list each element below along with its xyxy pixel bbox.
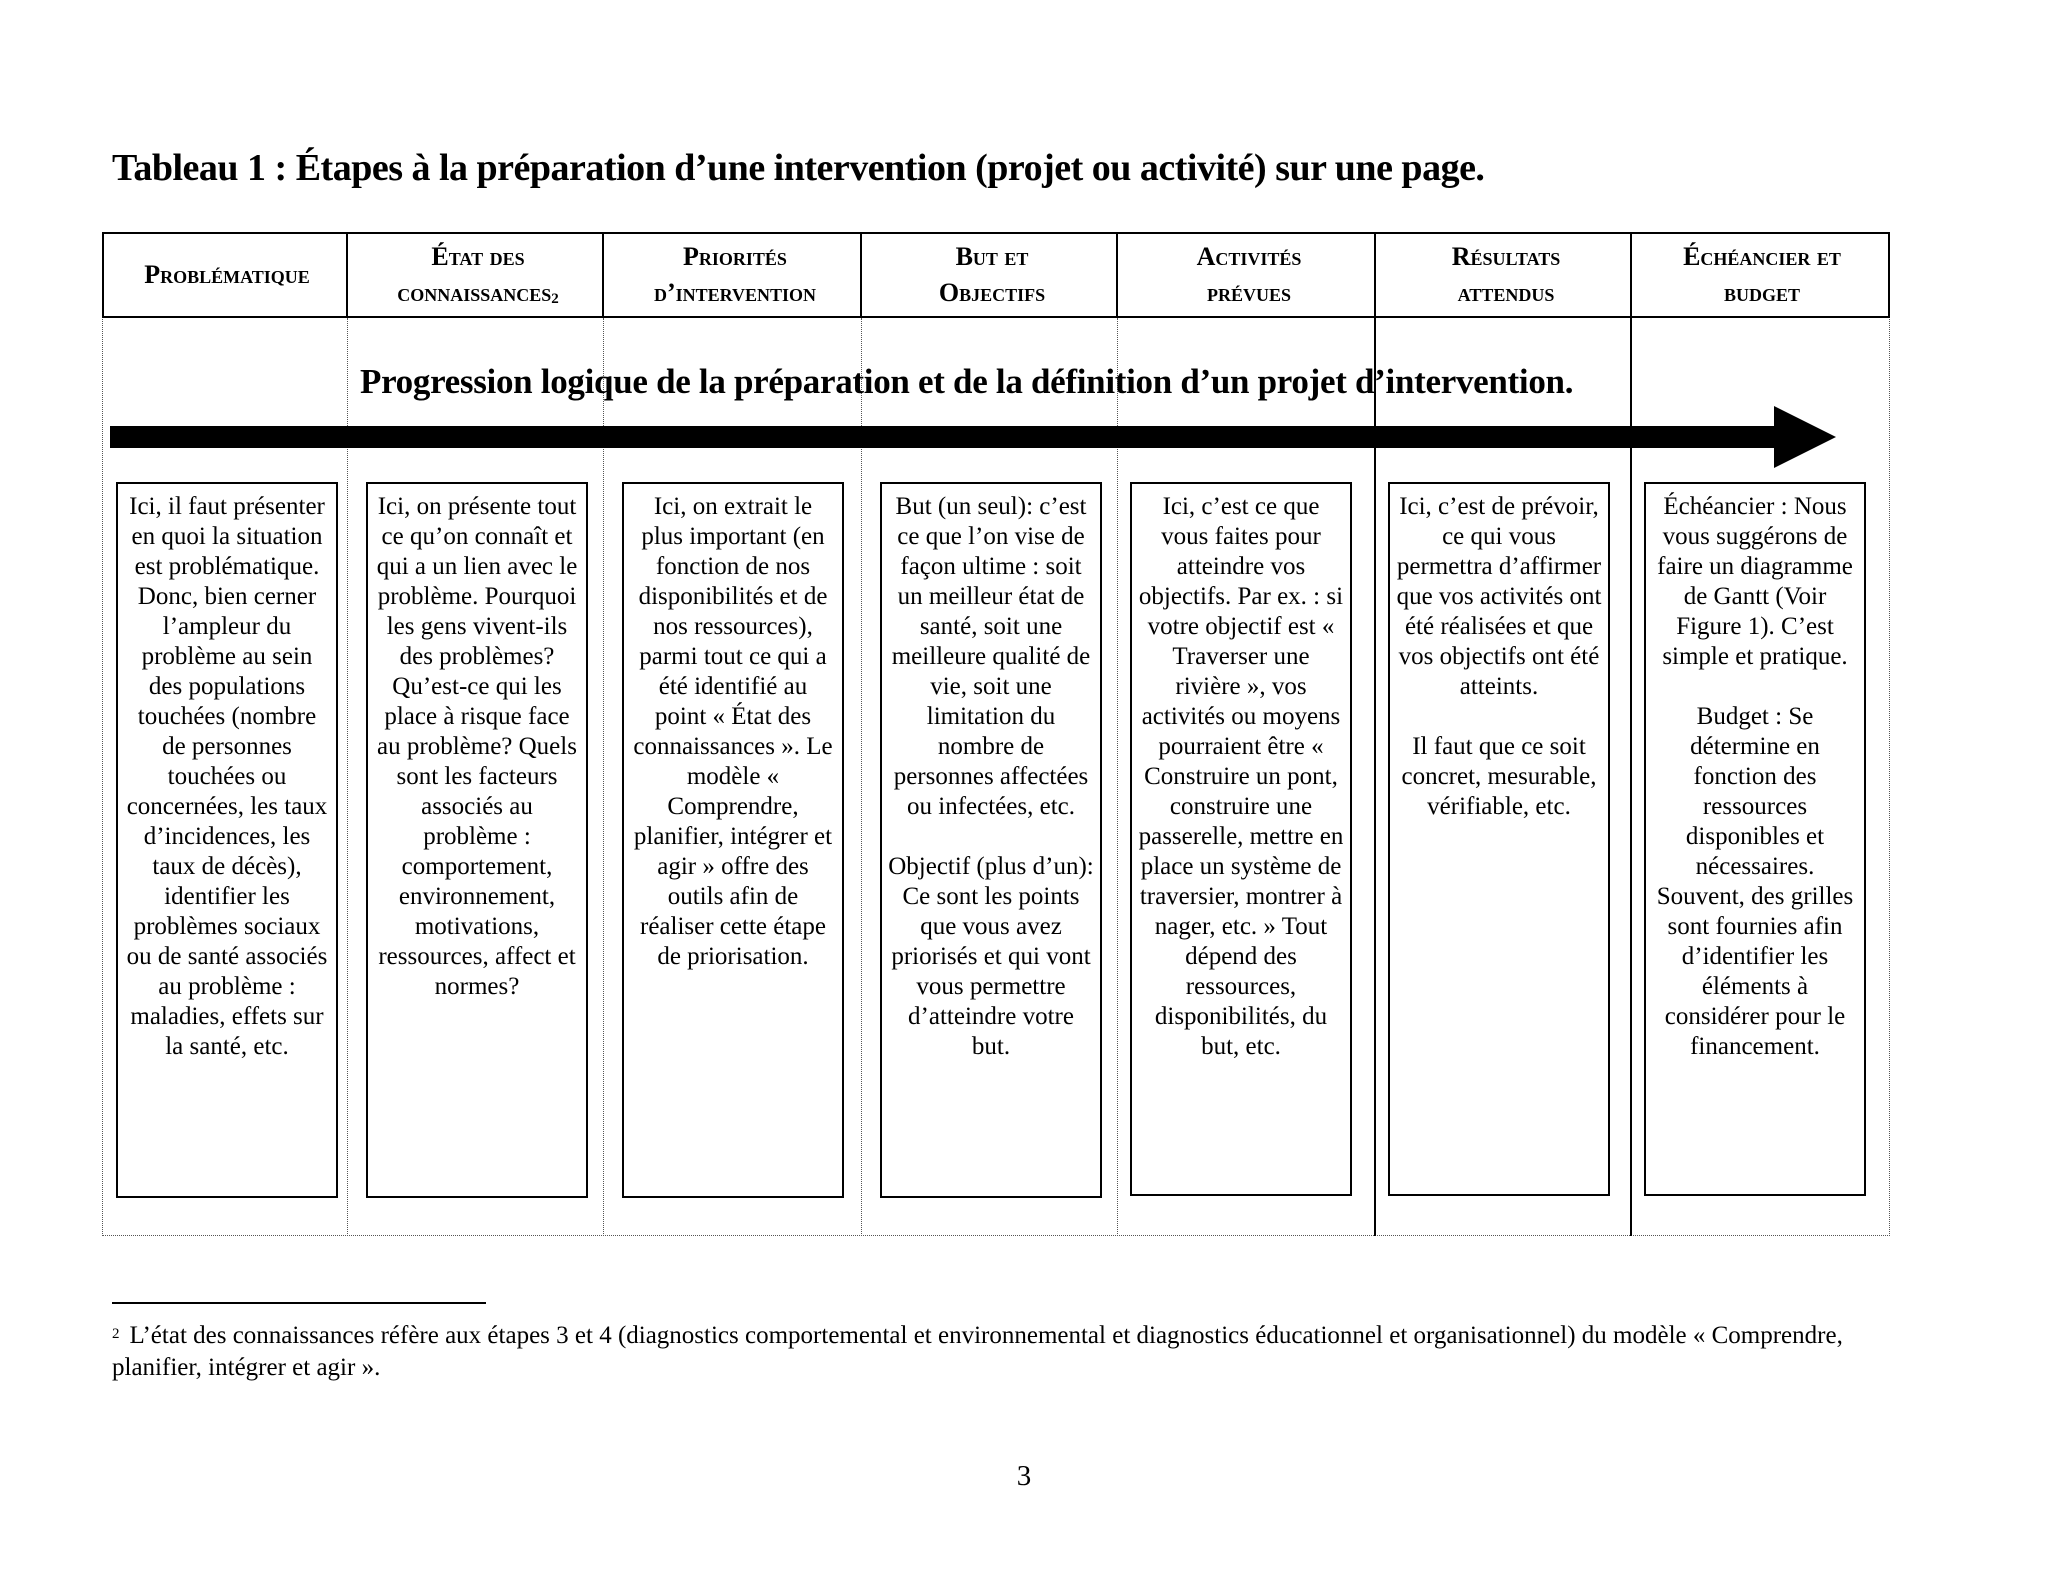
box-echeancier-budget: Échéancier : Nous vous suggérons de faire un diagramme de Gantt (Voir Figure 1). C’est simple et pratique. Budget : Se détermine en fonction des ressources disponibles et nécessaires. Souvent, des grilles sont fournies afin d’identifier les éléments à considérer pour le financement. [1644, 482, 1866, 1196]
header-divider [1374, 232, 1376, 318]
header-divider [1116, 232, 1118, 318]
header-divider [602, 232, 604, 318]
footnote-number: 2 [112, 1326, 120, 1342]
footnote-ref: 2 [551, 291, 559, 307]
footnote-separator [112, 1302, 486, 1304]
header-echeancier: Échéancier et budget [1683, 242, 1841, 307]
page-number: 3 [1016, 1460, 1032, 1492]
table-header-row [102, 232, 1890, 318]
header-priorites: Priorités d’intervention [653, 242, 817, 307]
header-problematique: Problématique [144, 260, 310, 289]
progression-label: Progression logique de la préparation et de la définition d’un projet d’intervention. [360, 362, 1574, 401]
box-activites: Ici, c’est ce que vous faites pour atteindre vos objectifs. Par ex. : si votre objectif est « Traverser une rivière », vos activités ou moyens pourraient être « Construire un pont, construire une passerelle, mettre en place un système de traversier, montrer à nager, etc. » Tout dépend des ressources, disponibilités, du but, etc. [1130, 482, 1352, 1196]
footnote [112, 1320, 1902, 1384]
header-activites: Activités prévues [1196, 242, 1302, 307]
header-resultats: Résultats attendus [1451, 242, 1561, 307]
box-resultats: Ici, c’est de prévoir, ce qui vous permettra d’affirmer que vos activités ont été réalisées et que vos objectifs ont été atteints. Il faut que ce soit concret, mesurable, vérifiable, etc. [1388, 482, 1610, 1196]
table-title: Tableau 1 : Étapes à la préparation d’une intervention (projet ou activité) sur une page. [112, 147, 1485, 189]
footnote-text: L’état des connaissances réfère aux étapes 3 et 4 (diagnostics comportemental et environnemental et diagnostics éducationnel et organisationnel) du modèle « Comprendre, planifier, intégrer et agir ». [112, 1322, 1843, 1381]
intervention-steps-table [102, 232, 1890, 1236]
box-priorites: Ici, on extrait le plus important (en fonction de nos disponibilités et de nos ressources), parmi tout ce qui a été identifié au point « État des connaissances ». Le modèle « Comprendre, planifier, intégrer et agir » offre des outils afin de réaliser cette étape de priorisation. [622, 482, 844, 1198]
box-but-objectifs: But (un seul): c’est ce que l’on vise de façon ultime : soit un meilleur état de santé, soit une meilleure qualité de vie, soit une limitation du nombre de personnes affectées ou infectées, etc. Objectif (plus d’un): Ce sont les points que vous avez priorisés et qui vont vous permettre d’atteindre votre but. [880, 482, 1102, 1198]
box-problematique: Ici, il faut présenter en quoi la situation est problématique. Donc, bien cerner l’ampleur du problème au sein des populations touchées (nombre de personnes touchées ou concernées, les taux d’incidences, les taux de décès), identifier les problèmes sociaux ou de santé associés au problème : maladies, effets sur la santé, etc. [116, 482, 338, 1198]
box-etat-connaissances: Ici, on présente tout ce qu’on connaît et qui a un lien avec le problème. Pourquoi les gens vivent-ils des problèmes? Qu’est-ce qui les place à risque face au problème? Quels sont les facteurs associés au problème : comportement, environnement, motivations, ressources, affect et normes? [366, 482, 588, 1198]
header-divider [860, 232, 862, 318]
header-divider [1630, 232, 1632, 318]
header-divider [346, 232, 348, 318]
header-but-objectifs: But et Objectifs [938, 242, 1046, 307]
header-etat-connaissances: État des connaissances$^2$ [397, 242, 559, 307]
progression-arrow [102, 402, 1890, 472]
